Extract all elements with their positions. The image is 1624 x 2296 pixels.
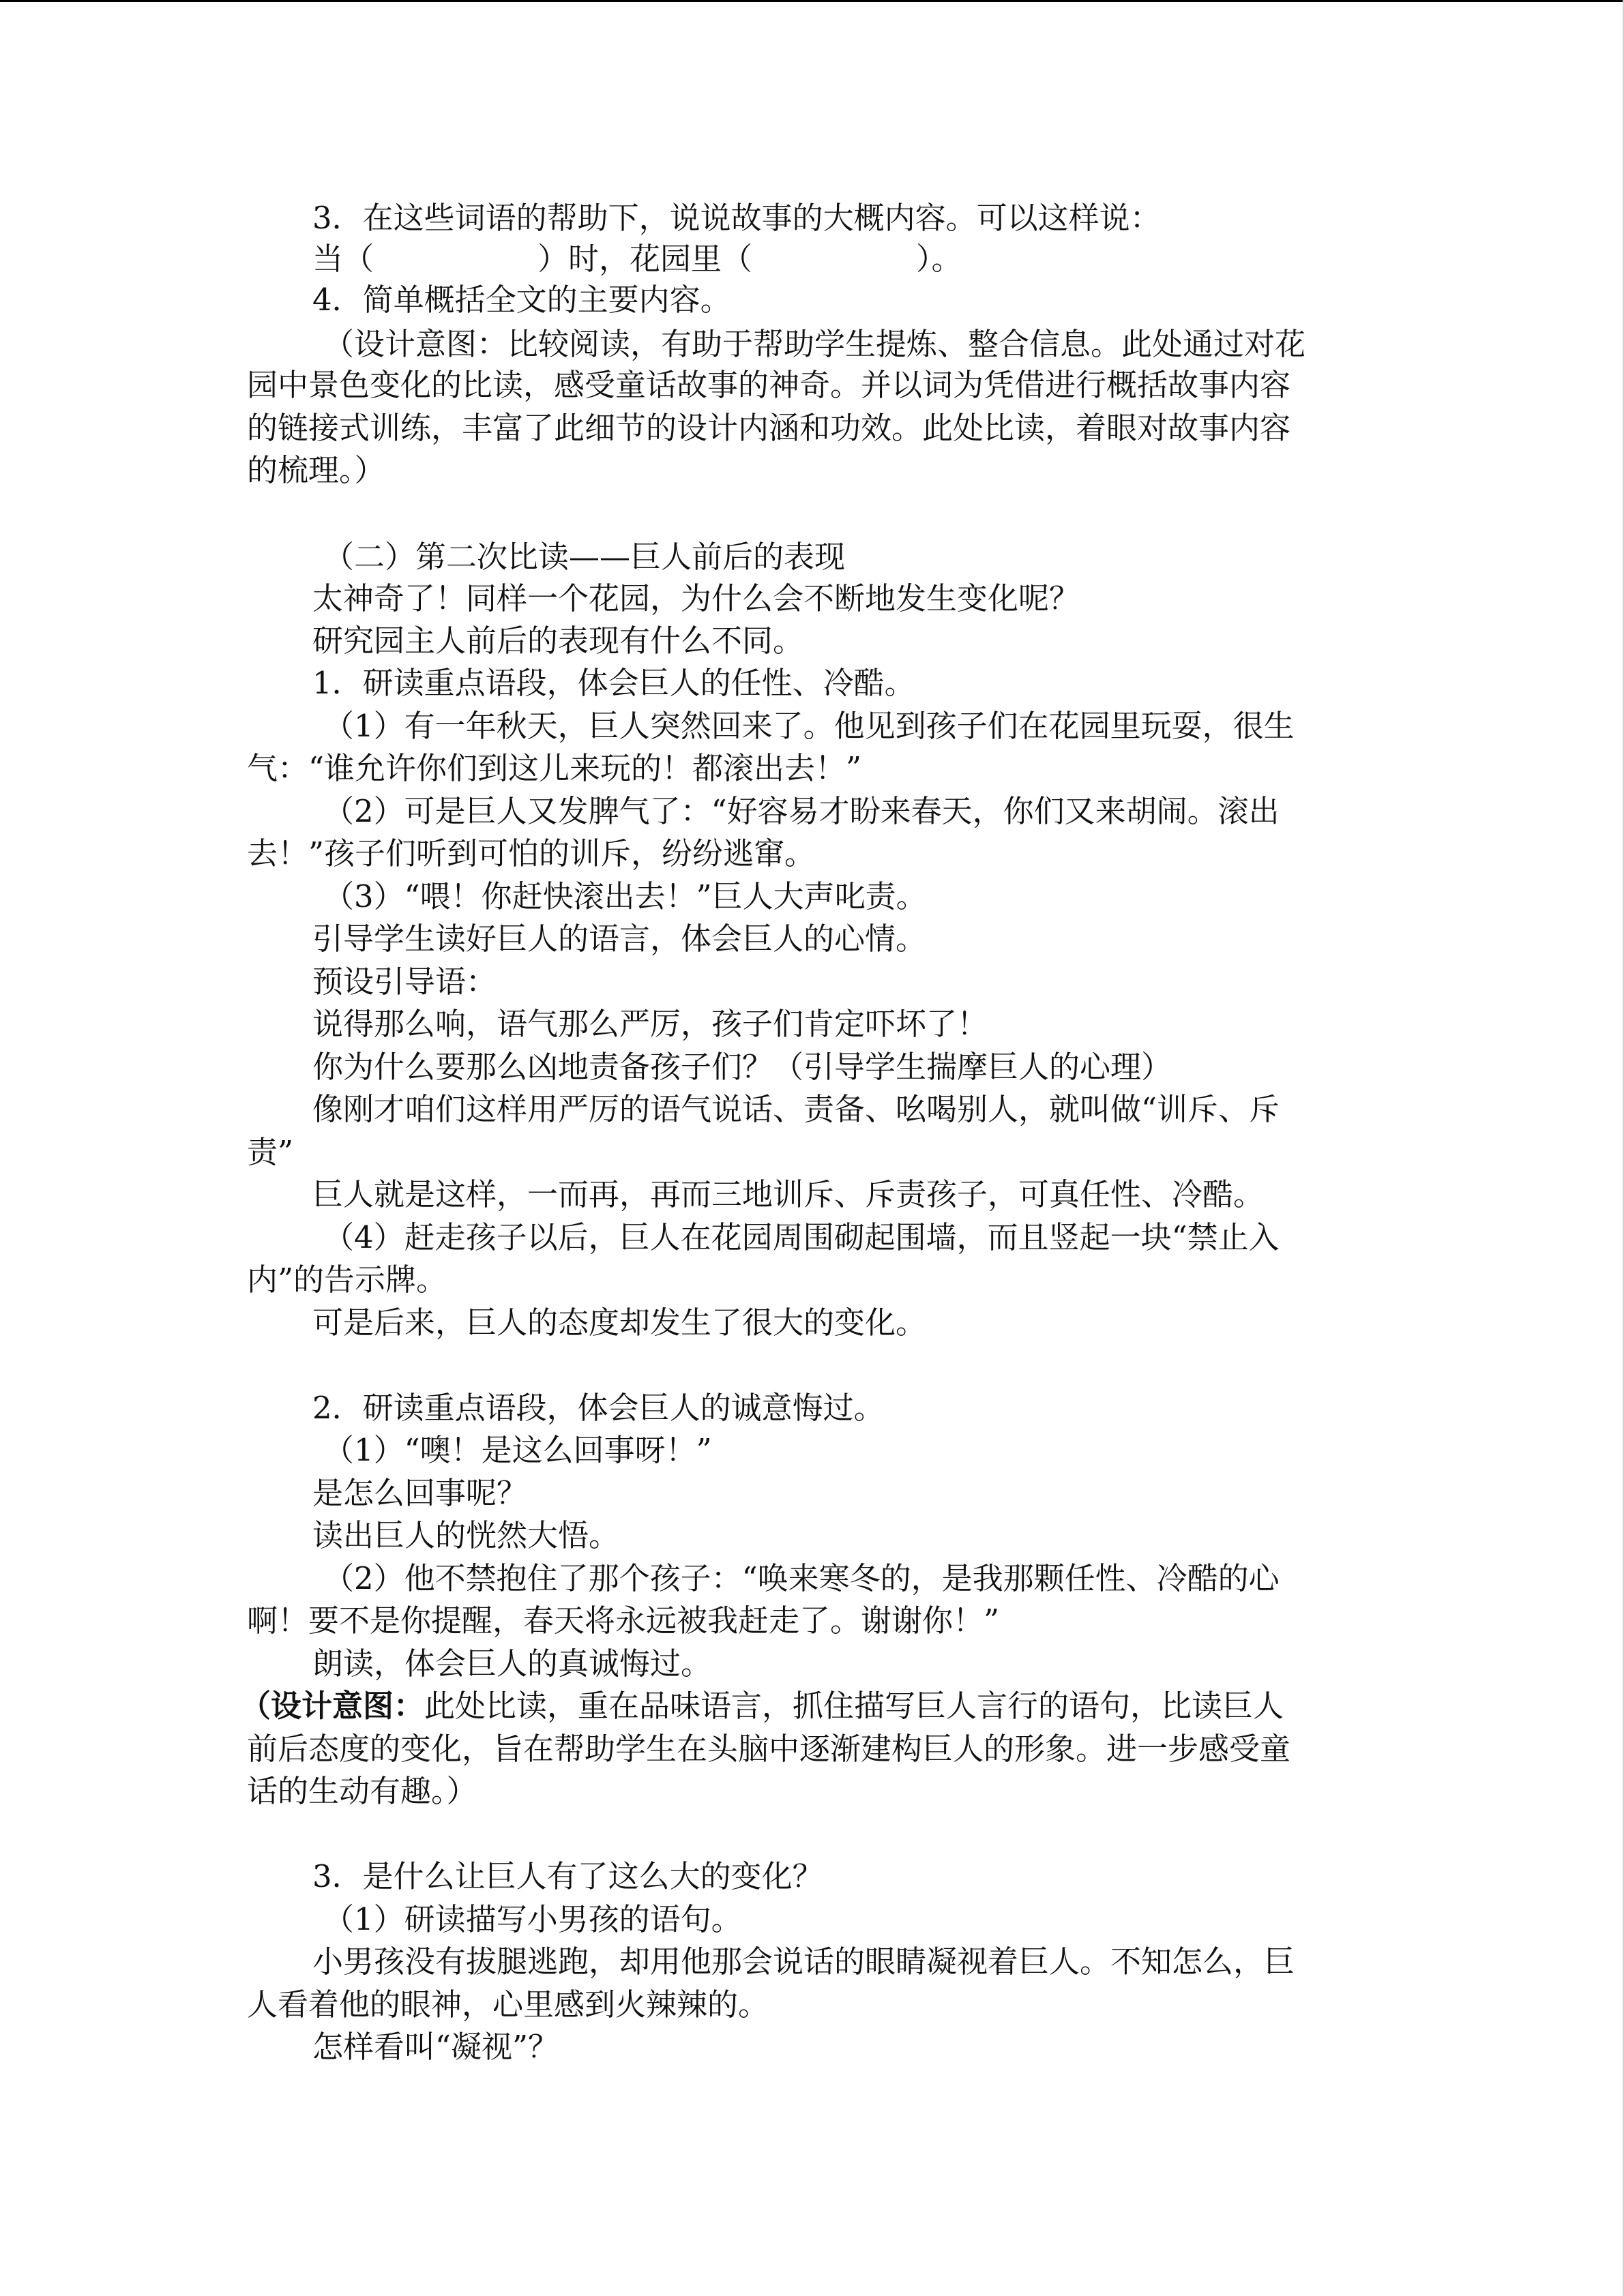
section-heading: （二）第二次比读——巨人前后的表现 <box>323 539 846 575</box>
design-intent-text: 此处比读，重在品味语言，抓住描写巨人言行的语句，比读巨人 <box>424 1688 1284 1724</box>
text-line: 2．研读重点语段，体会巨人的诚意悔过。 <box>312 1390 885 1426</box>
text-line: 预设引导语： <box>312 964 497 1000</box>
text-line: 前后态度的变化，旨在帮助学生在头脑中逐渐建构巨人的形象。进一步感受童 <box>247 1731 1291 1767</box>
text-line: 3．是什么让巨人有了这么大的变化？ <box>312 1858 823 1894</box>
text-line: （3）“喂！你赶快滚出去！”巨人大声叱责。 <box>323 878 927 914</box>
text-line: 内”的告示牌。 <box>247 1262 447 1298</box>
text-line: 的梳理。） <box>247 452 385 488</box>
text-line: 像刚才咱们这样用严厉的语气说话、责备、吆喝别人，就叫做“训斥、斥 <box>312 1091 1280 1127</box>
text-line: （4）赶走孩子以后，巨人在花园周围砌起围墙，而且竖起一块“禁止入 <box>323 1219 1280 1255</box>
text-line: 园中景色变化的比读，感受童话故事的神奇。并以词为凭借进行概括故事内容 <box>247 367 1291 403</box>
text-line: 1．研读重点语段，体会巨人的任性、冷酷。 <box>312 665 915 701</box>
text-line: 怎样看叫“凝视”？ <box>312 2029 559 2065</box>
design-intent-label: （设计意图： <box>240 1688 425 1724</box>
fill-in-part: 当（ <box>312 241 374 277</box>
fill-in-part: ）时，花园里（ <box>537 241 753 277</box>
text-line: 你为什么要那么凶地责备孩子们？（引导学生揣摩巨人的心理） <box>312 1049 1172 1085</box>
design-intent-line <box>240 1686 1284 1727</box>
fill-in-part: ）。 <box>916 241 962 277</box>
fill-in-sentence <box>312 239 962 280</box>
text-line: 啊！要不是你提醒，春天将永远被我赶走了。谢谢你！” <box>247 1602 1000 1639</box>
text-line: 气：“谁允许你们到这儿来玩的！都滚出去！” <box>247 750 862 786</box>
text-line: 太神奇了！同样一个花园，为什么会不断地发生变化呢？ <box>312 580 1080 616</box>
text-line: 4．简单概括全文的主要内容。 <box>312 282 731 318</box>
text-line: 人看着他的眼神，心里感到火辣辣的。 <box>247 1986 769 2023</box>
text-line: 朗读，体会巨人的真诚悔过。 <box>312 1645 712 1682</box>
text-line: （1）研读描写小男孩的语句。 <box>323 1901 742 1937</box>
text-line: 去！”孩子们听到可怕的训斥，纷纷逃窜。 <box>247 835 816 871</box>
text-line: （1）有一年秋天，巨人突然回来了。他见到孩子们在花园里玩耍，很生 <box>323 708 1295 744</box>
text-line: 是怎么回事呢？ <box>312 1475 528 1511</box>
text-line: 研究园主人前后的表现有什么不同。 <box>312 623 804 659</box>
text-line: 的链接式训练，丰富了此细节的设计内涵和功效。此处比读，着眼对故事内容 <box>247 410 1291 446</box>
page-top-border <box>0 0 1624 2</box>
text-line: 责” <box>247 1134 294 1170</box>
text-line: （2）可是巨人又发脾气了：“好容易才盼来春天，你们又来胡闹。滚出 <box>323 793 1280 829</box>
text-line: 可是后来，巨人的态度却发生了很大的变化。 <box>312 1304 927 1341</box>
text-line: 说得那么响，语气那么严厉，孩子们肯定吓坏了！ <box>312 1006 988 1042</box>
text-line: 引导学生读好巨人的语言，体会巨人的心情。 <box>312 921 927 957</box>
text-line: 小男孩没有拔腿逃跑，却用他那会说话的眼睛凝视着巨人。不知怎么，巨 <box>312 1943 1295 1980</box>
text-line: （2）他不禁抱住了那个孩子：“唤来寒冬的，是我那颗任性、冷酷的心 <box>323 1560 1280 1596</box>
text-line: （1）“噢！是这么回事呀！” <box>323 1432 712 1468</box>
text-line: 读出巨人的恍然大悟。 <box>312 1517 620 1553</box>
text-line: 巨人就是这样，一而再，再而三地训斥、斥责孩子，可真任性、冷酷。 <box>312 1176 1265 1212</box>
text-line: 3．在这些词语的帮助下，说说故事的大概内容。可以这样说： <box>312 200 1161 236</box>
text-line: （设计意图：比较阅读，有助于帮助学生提炼、整合信息。此处通过对花 <box>323 326 1306 362</box>
text-line: 话的生动有趣。） <box>247 1773 477 1809</box>
